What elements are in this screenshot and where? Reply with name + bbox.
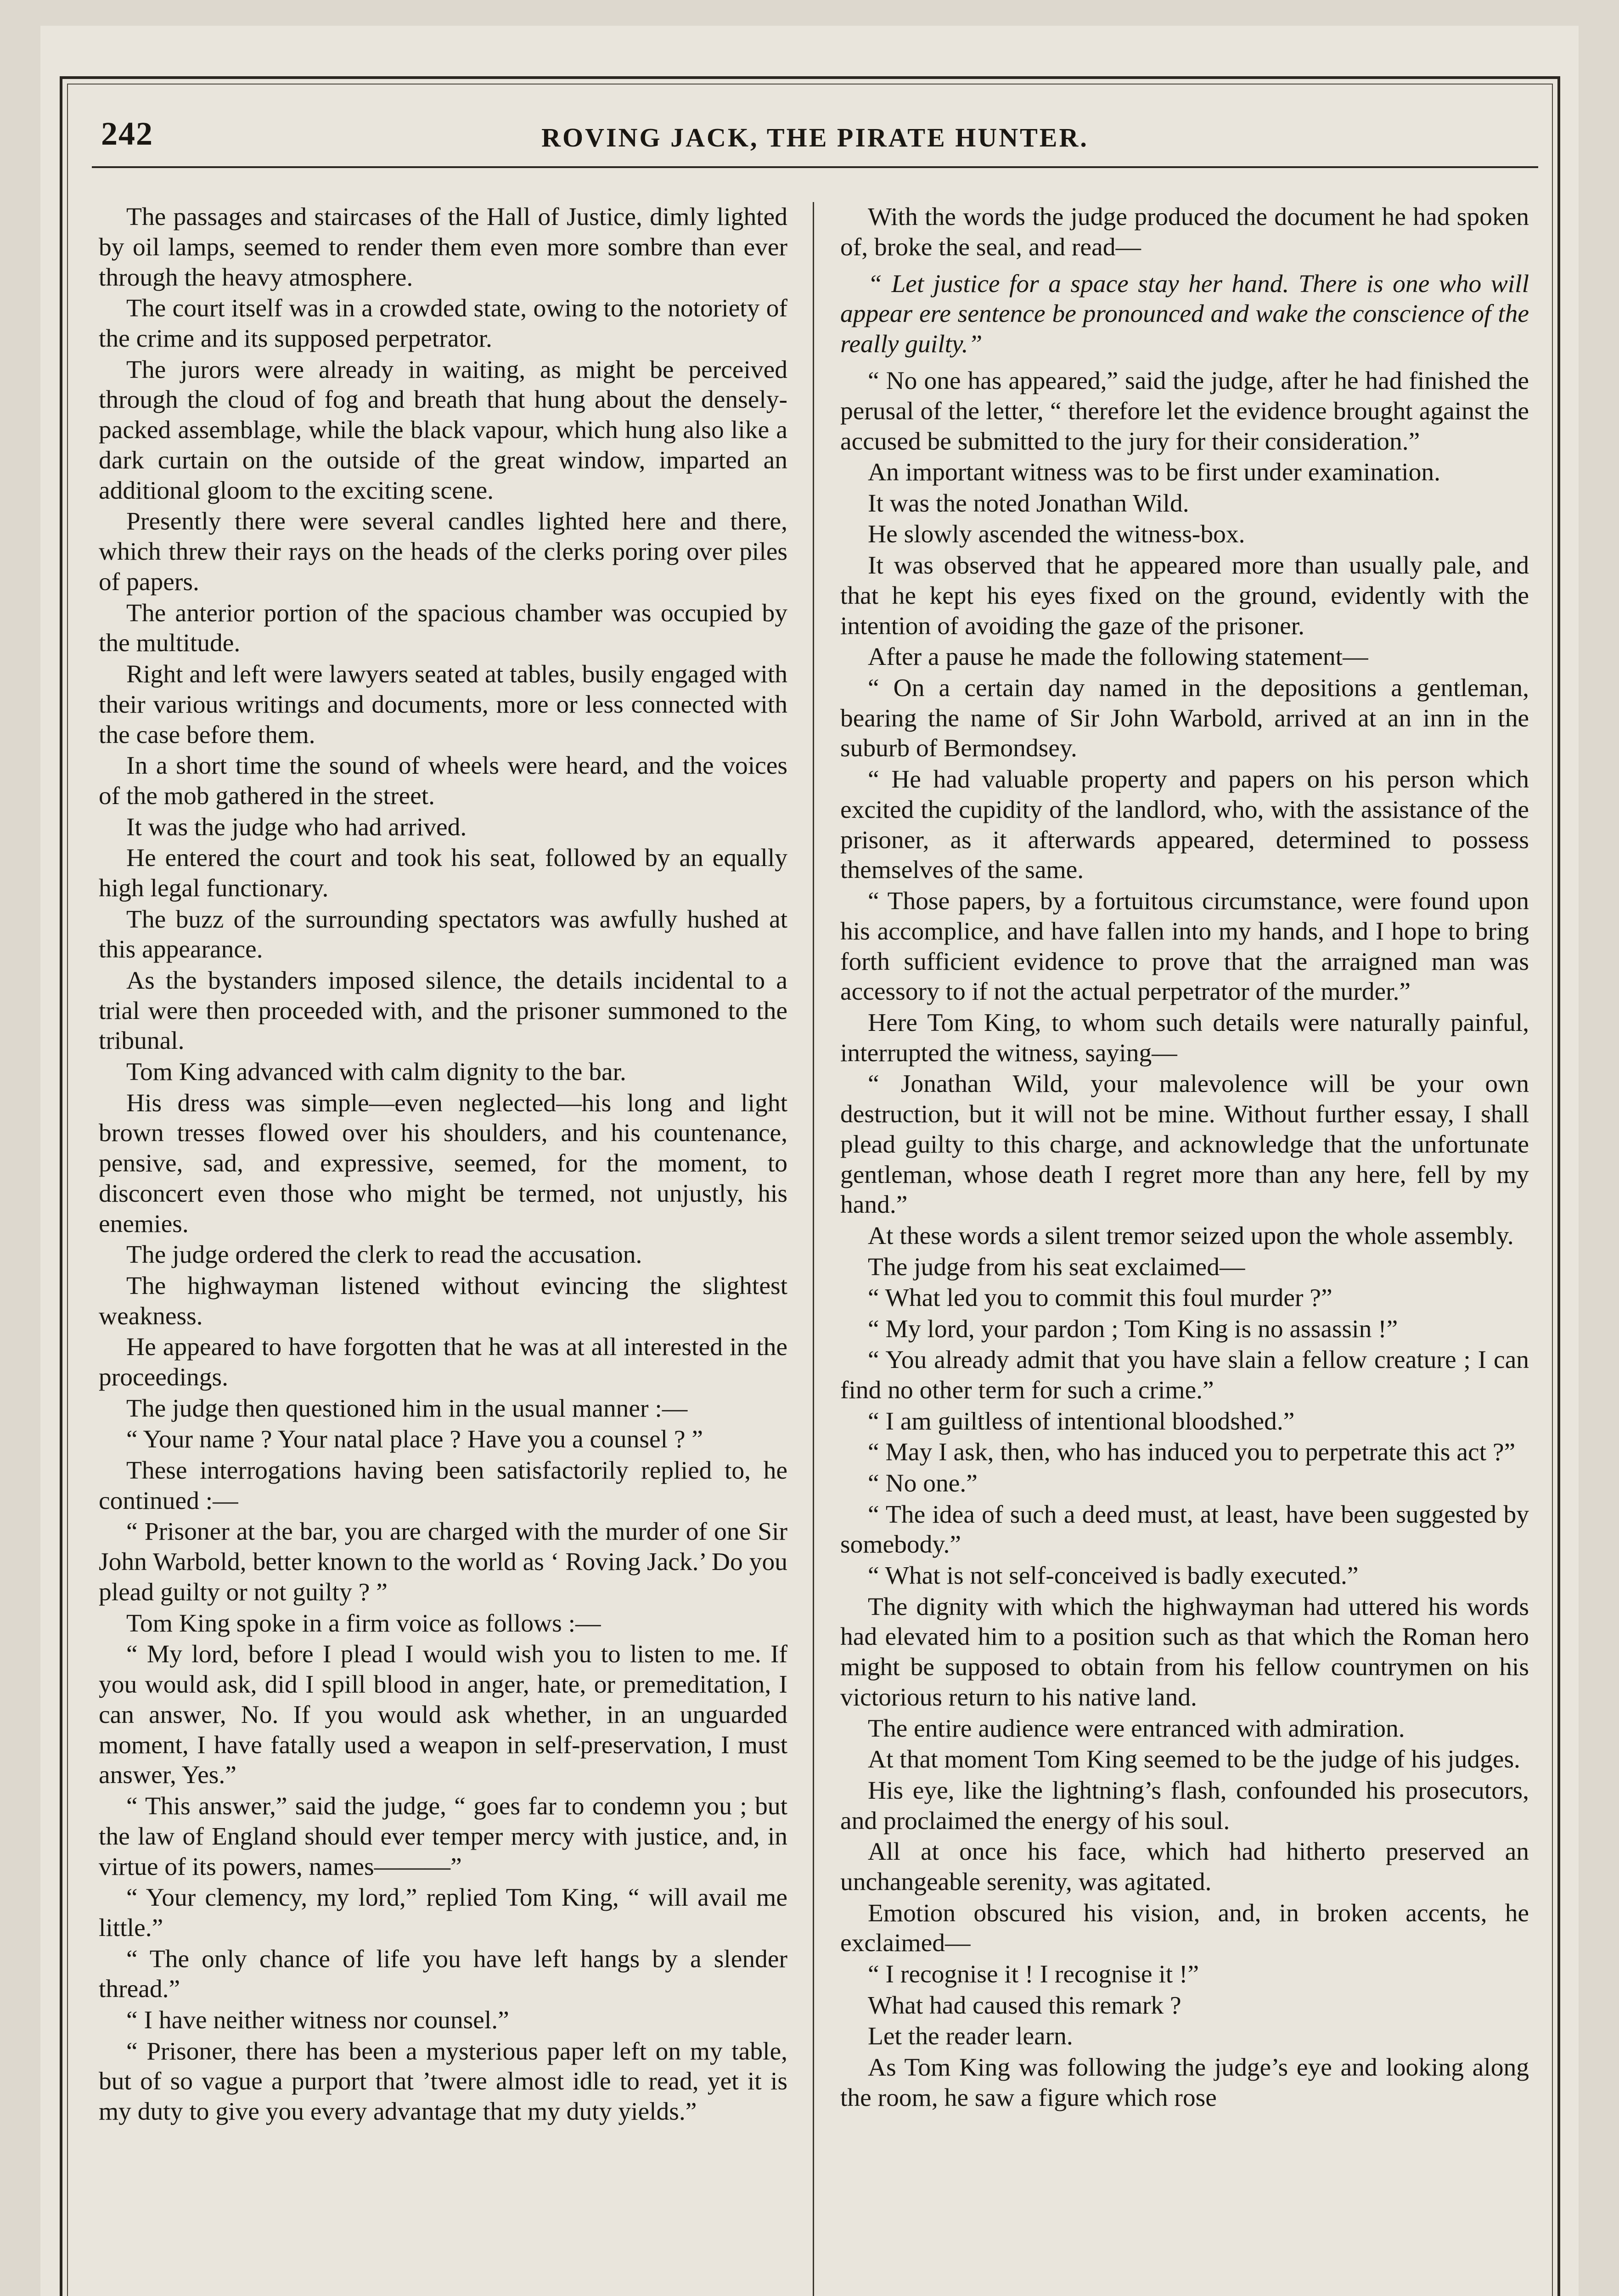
paragraph: Tom King spoke in a firm voice as follows :— xyxy=(126,1609,601,1638)
paragraph: The judge ordered the clerk to read the accusation. xyxy=(126,1241,642,1269)
paragraph: At these words a silent tremor seized upon the whole assembly. xyxy=(868,1222,1514,1250)
paragraph: “ The idea of such a deed must, at least, have been suggested by somebody.” xyxy=(840,1500,1529,1559)
paragraph: Emotion obscured his vision, and, in broken accents, he exclaimed— xyxy=(840,1899,1529,1958)
paragraph: The passages and staircases of the Hall of Justice, dimly lighted by oil lamps, seemed to render them even more sombre than ever through the heavy atmosphere. xyxy=(99,203,787,292)
paragraph: “ Your name ? Your natal place ? Have you a counsel ? ” xyxy=(126,1425,703,1454)
paragraph: At that moment Tom King seemed to be the judge of his judges. xyxy=(868,1745,1520,1774)
paragraph: “ I am guiltless of intentional bloodshed.” xyxy=(868,1407,1295,1435)
paragraph: The court itself was in a crowded state, owing to the notoriety of the crime and its supposed perpetrator. xyxy=(99,294,787,353)
paragraph: All at once his face, which had hitherto preserved an unchangeable serenity, was agitated. xyxy=(840,1838,1529,1896)
paragraph: Here Tom King, to whom such details were naturally painful, interrupted the witness, saying— xyxy=(840,1008,1529,1067)
paragraph: “ My lord, your pardon ; Tom King is no assassin !” xyxy=(868,1315,1398,1343)
paragraph: Right and left were lawyers seated at tables, busily engaged with their various writings and documents, more or less connected with the case before them. xyxy=(99,660,787,749)
right-column xyxy=(840,202,1529,2114)
paragraph: His eye, like the lightning’s flash, confounded his prosecutors, and proclaimed the energy of his soul. xyxy=(840,1776,1529,1835)
paragraph: An important witness was to be first under examination. xyxy=(868,458,1440,487)
paragraph: As Tom King was following the judge’s eye and looking along the room, he saw a figure which rose xyxy=(840,2053,1529,2112)
paragraph: It was observed that he appeared more than usually pale, and that he kept his eyes fixed on the ground, evidently with the intention of avoiding the gaze of the prisoner. xyxy=(840,551,1529,640)
paragraph: “ I have neither witness nor counsel.” xyxy=(126,2006,509,2034)
paragraph: These interrogations having been satisfactorily replied to, he continued :— xyxy=(99,1457,787,1515)
paragraph: He entered the court and took his seat, followed by an equally high legal functionary. xyxy=(99,844,787,902)
paragraph: What had caused this remark ? xyxy=(868,1991,1181,2020)
paragraph: Presently there were several candles lighted here and there, which threw their rays on the heads of the clerks poring over piles of papers. xyxy=(99,507,787,596)
paragraph: “ The only chance of life you have left hangs by a slender thread.” xyxy=(99,1945,787,2003)
paragraph: He appeared to have forgotten that he was at all interested in the proceedings. xyxy=(99,1333,787,1392)
paragraph: The anterior portion of the spacious chamber was occupied by the multitude. xyxy=(99,599,787,658)
paragraph: “ May I ask, then, who has induced you to perpetrate this act ?” xyxy=(868,1438,1516,1467)
paragraph: “ Jonathan Wild, your malevolence will be your own destruction, but it will not be mine. Without further essay, I shall plead guilty to this charge, and acknowledge that the unfortunate gentleman, whose death I regret more than any here, fell by my hand.” xyxy=(840,1070,1529,1219)
paragraph: Let the reader learn. xyxy=(868,2022,1073,2051)
header-rule xyxy=(92,166,1538,168)
paragraph: “ Prisoner, there has been a mysterious paper left on my table, but of so vague a purport that ’twere almost idle to read, yet it is my duty to give you every advantage that my duty yields.” xyxy=(99,2037,787,2126)
paragraph: It was the judge who had arrived. xyxy=(126,813,467,841)
paragraph: As the bystanders imposed silence, the details incidental to a trial were then proceeded with, and the prisoner summoned to the tribunal. xyxy=(99,966,787,1055)
paragraph: He slowly ascended the witness-box. xyxy=(868,520,1245,549)
paragraph: In a short time the sound of wheels were heard, and the voices of the mob gathered in the street. xyxy=(99,752,787,810)
paragraph: His dress was simple—even neglected—his long and light brown tresses flowed over his shoulders, and his countenance, pensive, sad, and expressive, seemed, for the moment, to disconcert even those who might be termed, not unjustly, his enemies. xyxy=(99,1089,787,1238)
paragraph: Tom King advanced with calm dignity to the bar. xyxy=(126,1058,626,1086)
paragraph: “ What is not self-conceived is badly executed.” xyxy=(868,1562,1359,1590)
paragraph: “ Those papers, by a fortuitous circumstance, were found upon his accomplice, and have fallen into my hands, and I hope to bring forth sufficient evidence to prove that the arraigned man was accessory to if not the actual perpetrator of the murder.” xyxy=(840,887,1529,1006)
paragraph: The buzz of the surrounding spectators was awfully hushed at this appearance. xyxy=(99,905,787,964)
left-column xyxy=(99,202,787,2128)
paragraph: “ My lord, before I plead I would wish you to listen to me. If you would ask, did I spill blood in anger, hate, or premeditation, I can answer, No. If you would ask whether, in an unguarded moment, I have fatally used a weapon in self-preservation, I must answer, Yes.” xyxy=(99,1640,787,1790)
letter-quote: “ Let justice for a space stay her hand. There is one who will appear ere sentence be pronounced and wake the conscience of the really guilty.” xyxy=(840,270,1529,359)
page-number: 242 xyxy=(101,115,153,152)
paragraph: “ You already admit that you have slain a fellow creature ; I can find no other term for such a crime.” xyxy=(840,1346,1529,1405)
paragraph: The highwayman listened without evincing the slightest weakness. xyxy=(99,1272,787,1330)
paragraph: “ He had valuable property and papers on his person which excited the cupidity of the landlord, who, with the assistance of the prisoner, as it afterwards appeared, determined to possess themselves of the same. xyxy=(840,765,1529,884)
paragraph: “ I recognise it ! I recognise it !” xyxy=(868,1960,1199,1988)
paragraph: It was the noted Jonathan Wild. xyxy=(868,489,1189,518)
paragraph: “ No one has appeared,” said the judge, after he had finished the perusal of the letter, “ therefore let the evidence brought against the accused be submitted to the jury for their consideration.” xyxy=(840,366,1529,456)
paragraph: The judge from his seat exclaimed— xyxy=(868,1253,1245,1281)
paragraph: “ No one.” xyxy=(868,1469,978,1498)
paragraph: “ On a certain day named in the depositions a gentleman, bearing the name of Sir John Warbold, arrived at an inn in the suburb of Bermondsey. xyxy=(840,674,1529,763)
paragraph: With the words the judge produced the document he had spoken of, broke the seal, and read— xyxy=(840,203,1529,261)
paragraph: The dignity with which the highwayman had uttered his words had elevated him to a position such as that which the Roman hero might be supposed to obtain from his fellow countrymen on his victorious return to his native land. xyxy=(840,1593,1529,1711)
paragraph: “ Prisoner at the bar, you are charged with the murder of one Sir John Warbold, better known to the world as ‘ Roving Jack.’ Do you plead guilty or not guilty ? ” xyxy=(99,1518,787,1606)
paragraph: “ Your clemency, my lord,” replied Tom King, “ will avail me little.” xyxy=(99,1884,787,1942)
running-head xyxy=(92,106,1538,165)
paragraph: The entire audience were entranced with admiration. xyxy=(868,1714,1405,1743)
page-title: ROVING JACK, THE PIRATE HUNTER. xyxy=(541,123,1089,152)
paragraph: The jurors were already in waiting, as might be perceived through the cloud of fog and breath that hung about the densely-packed assemblage, while the black vapour, which hung also like a dark curtain on the outside of the great window, imparted an additional gloom to the exciting scene. xyxy=(99,355,787,505)
paragraph: “ What led you to commit this foul murder ?” xyxy=(868,1284,1332,1312)
paragraph: After a pause he made the following statement— xyxy=(868,643,1368,671)
column-divider xyxy=(813,202,814,2296)
paragraph: “ This answer,” said the judge, “ goes far to condemn you ; but the law of England should ever temper mercy with justice, and, in virtue of its powers, names———” xyxy=(99,1792,787,1881)
paragraph: The judge then questioned him in the usual manner :— xyxy=(126,1394,688,1423)
